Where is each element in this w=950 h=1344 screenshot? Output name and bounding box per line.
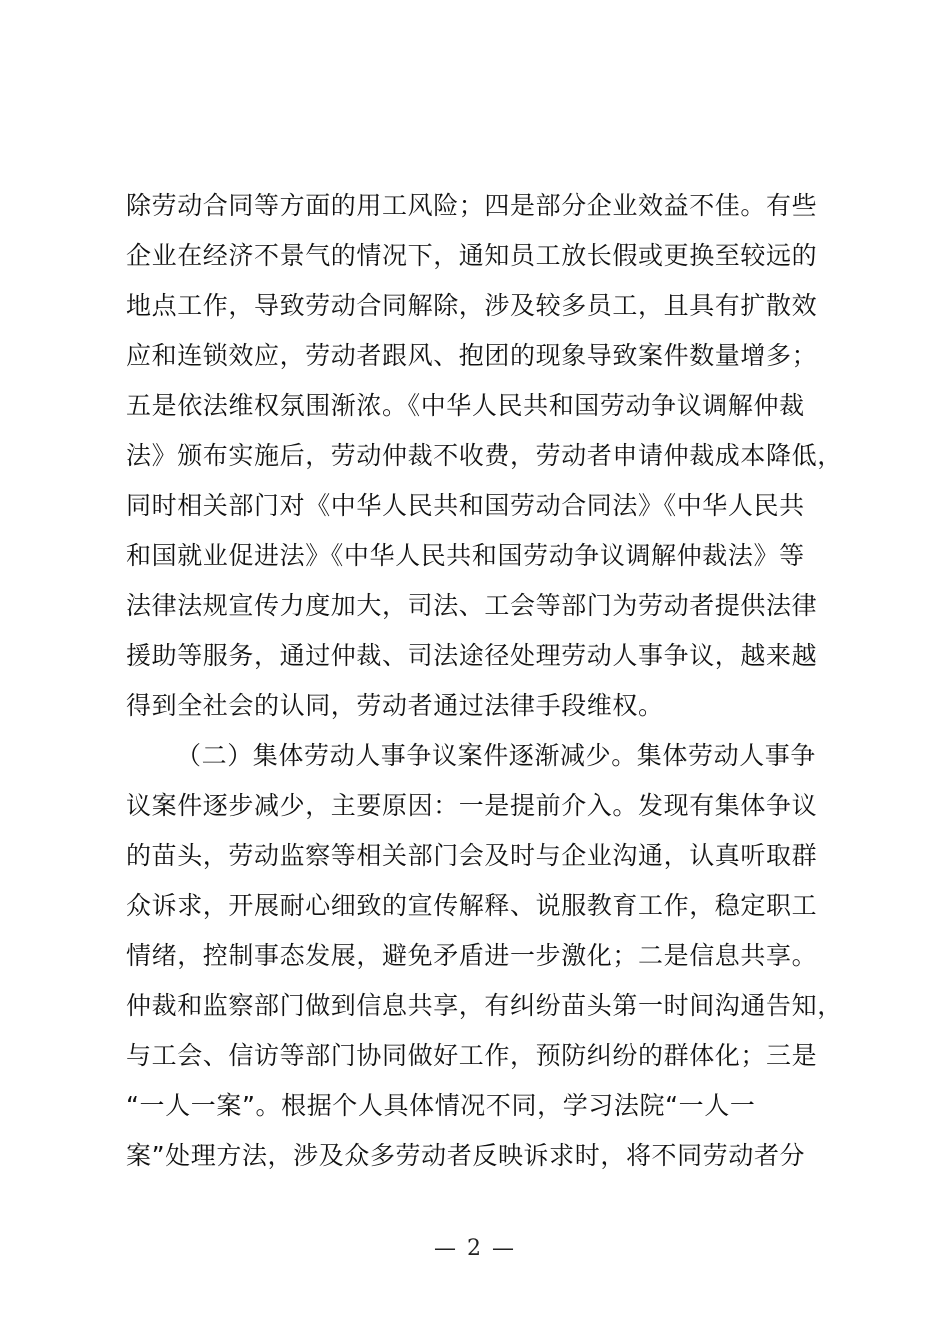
text-line: 和国就业促进法》《中华人民共和国劳动争议调解仲裁法》等 bbox=[126, 541, 805, 570]
text-line: 五是依法维权氛围渐浓。《中华人民共和国劳动争议调解仲裁 bbox=[126, 391, 805, 420]
section-heading-line: （二）集体劳动人事争议案件逐渐减少。集体劳动人事争 bbox=[176, 741, 817, 770]
page-number: — 2 — bbox=[434, 1236, 516, 1261]
text-line: 法律法规宣传力度加大，司法、工会等部门为劳动者提供法律 bbox=[126, 591, 818, 620]
text-line: 众诉求，开展耐心细致的宣传解释、说服教育工作，稳定职工 bbox=[126, 891, 818, 920]
text-line: 的苗头，劳动监察等相关部门会及时与企业沟通，认真听取群 bbox=[126, 841, 818, 870]
text-line: 除劳动合同等方面的用工风险；四是部分企业效益不佳。有些 bbox=[126, 191, 818, 220]
text-line: 企业在经济不景气的情况下，通知员工放长假或更换至较远的 bbox=[126, 241, 818, 270]
body-text bbox=[126, 181, 846, 1181]
text-line: 案”处理方法，涉及众多劳动者反映诉求时，将不同劳动者分 bbox=[126, 1141, 806, 1170]
text-line: “一人一案”。根据个人具体情况不同，学习法院“一人一 bbox=[126, 1091, 756, 1120]
text-line: 同时相关部门对《中华人民共和国劳动合同法》《中华人民共 bbox=[126, 491, 805, 520]
text-line: 情绪，控制事态发展，避免矛盾进一步激化；二是信息共享。 bbox=[126, 941, 818, 970]
text-line: 应和连锁效应，劳动者跟风、抱团的现象导致案件数量增多； bbox=[126, 341, 818, 370]
text-line: 援助等服务，通过仲裁、司法途径处理劳动人事争议，越来越 bbox=[126, 641, 818, 670]
text-line: 议案件逐步减少，主要原因：一是提前介入。发现有集体争议 bbox=[126, 791, 818, 820]
text-line: 地点工作，导致劳动合同解除，涉及较多员工，且具有扩散效 bbox=[126, 291, 818, 320]
text-line: 法》颁布实施后，劳动仲裁不收费，劳动者申请仲裁成本降低， bbox=[126, 441, 843, 470]
text-line: 与工会、信访等部门协同做好工作，预防纠纷的群体化；三是 bbox=[126, 1041, 818, 1070]
text-line: 得到全社会的认同，劳动者通过法律手段维权。 bbox=[126, 691, 664, 720]
text-line: 仲裁和监察部门做到信息共享，有纠纷苗头第一时间沟通告知， bbox=[126, 991, 843, 1020]
